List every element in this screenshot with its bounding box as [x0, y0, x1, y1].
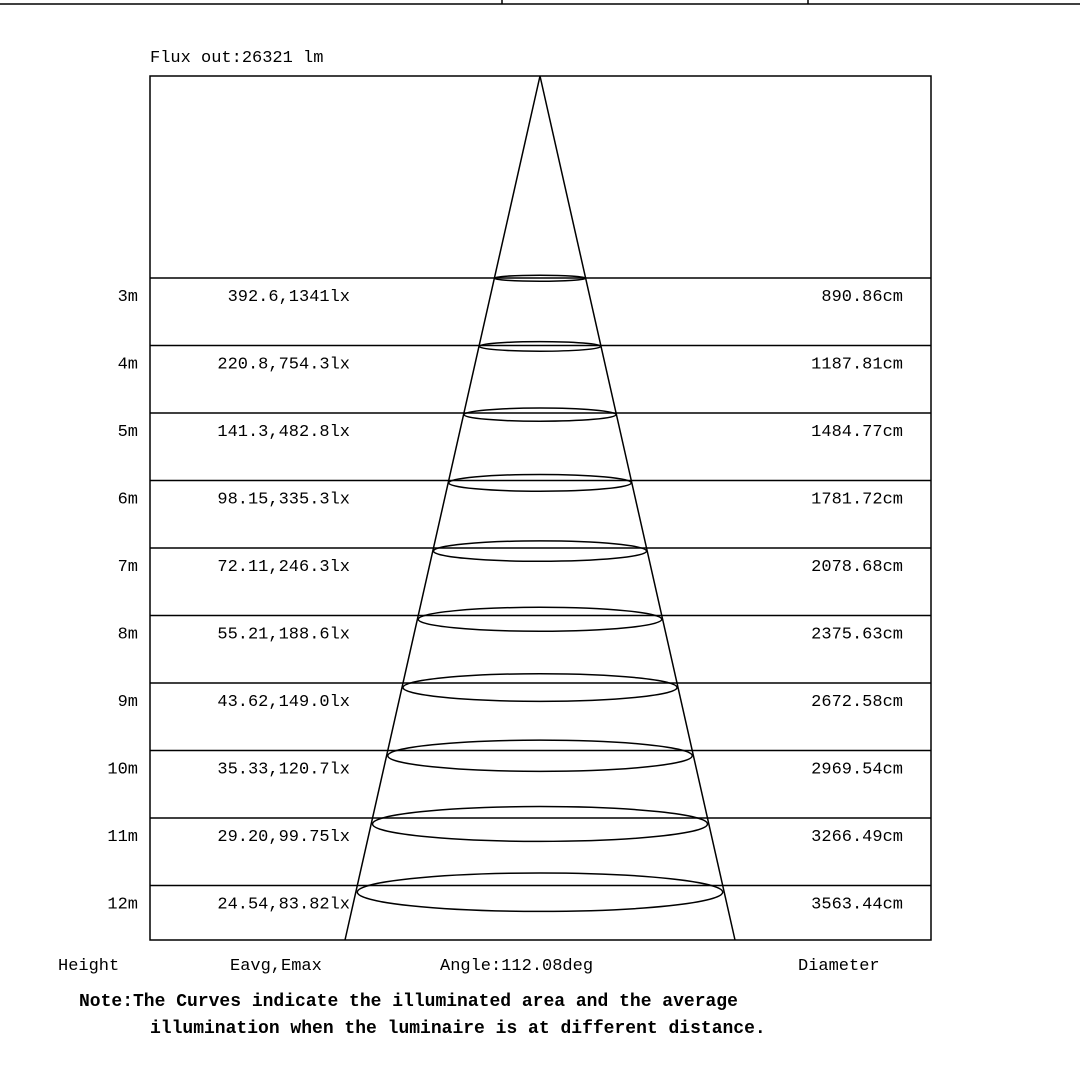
row-diameter-value: 2672.58cm [811, 693, 903, 712]
row-height-label: 9m [117, 693, 138, 712]
row-height-label: 6m [117, 490, 138, 510]
row-eavg-emax-value: 72.11,246.3lx [217, 558, 350, 577]
row-height-label: 11m [107, 828, 138, 847]
illumination-ellipse [373, 807, 708, 842]
eavg-emax-column-label: Eavg,Emax [230, 957, 322, 976]
row-eavg-emax-value: 55.21,188.6lx [217, 625, 350, 645]
top-border [0, 0, 1080, 4]
illumination-ellipse [433, 541, 646, 561]
row-eavg-emax-value: 24.54,83.82lx [217, 895, 350, 915]
illumination-ellipse [464, 408, 616, 421]
note-line-2: illumination when the luminaire is at different distance. [150, 1019, 766, 1039]
illumination-ellipse [418, 607, 662, 631]
flux-out-label: Flux out:26321 lm [150, 49, 324, 68]
diameter-column-label: Diameter [798, 957, 880, 976]
height-column-label: Height [58, 957, 120, 976]
row-eavg-emax-value: 220.8,754.3lx [217, 355, 350, 375]
illumination-ellipse [357, 873, 722, 911]
row-height-label: 3m [117, 288, 138, 307]
row-height-label: 7m [117, 558, 138, 577]
row-height-label: 8m [117, 625, 138, 645]
row-diameter-value: 3266.49cm [811, 828, 903, 847]
row-diameter-value: 2969.54cm [811, 760, 903, 780]
beam-cone [345, 76, 735, 940]
rows-layer [107, 275, 931, 914]
row-height-label: 10m [107, 760, 138, 780]
row-eavg-emax-value: 29.20,99.75lx [217, 828, 350, 847]
row-diameter-value: 3563.44cm [811, 895, 903, 915]
row-diameter-value: 2375.63cm [811, 625, 903, 645]
illumination-ellipse [449, 474, 632, 491]
illumination-ellipse [479, 342, 601, 352]
row-diameter-value: 1484.77cm [811, 423, 903, 442]
row-eavg-emax-value: 35.33,120.7lx [217, 760, 350, 780]
illumination-ellipse [388, 740, 692, 771]
row-diameter-value: 1781.72cm [811, 490, 903, 510]
row-diameter-value: 1187.81cm [811, 355, 903, 375]
row-eavg-emax-value: 392.6,1341lx [227, 288, 350, 307]
note-line-1: Note:The Curves indicate the illuminated area and the average [79, 992, 738, 1012]
row-height-label: 5m [117, 423, 138, 442]
row-height-label: 4m [117, 355, 138, 375]
illumination-ellipse [403, 674, 677, 702]
row-diameter-value: 2078.68cm [811, 558, 903, 577]
row-eavg-emax-value: 43.62,149.0lx [217, 693, 350, 712]
row-diameter-value: 890.86cm [821, 288, 903, 307]
row-eavg-emax-value: 141.3,482.8lx [217, 423, 350, 442]
row-height-label: 12m [107, 895, 138, 915]
row-eavg-emax-value: 98.15,335.3lx [217, 490, 350, 510]
angle-label: Angle:112.08deg [440, 957, 594, 976]
